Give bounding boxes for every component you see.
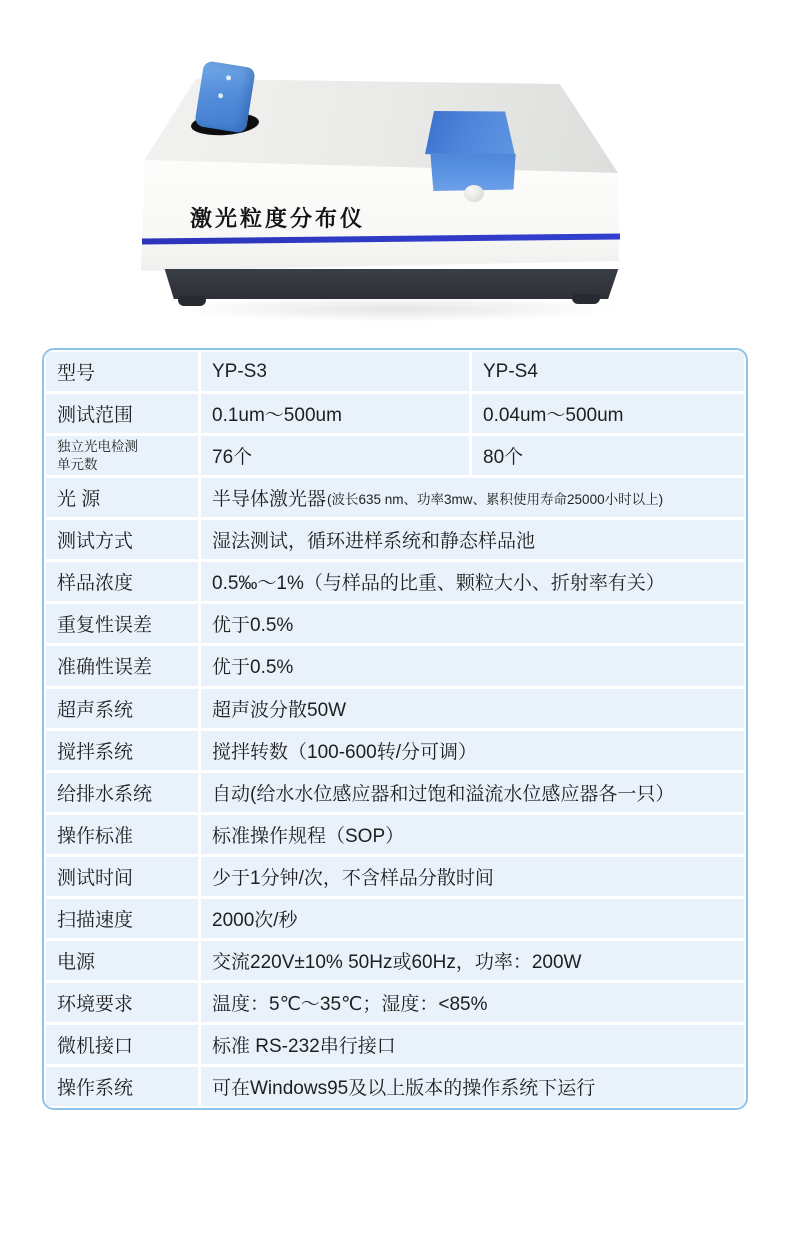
table-row-repeatability	[46, 604, 744, 643]
table-row-test-time	[46, 857, 744, 896]
spec-label: 独立光电检测单元数	[46, 436, 198, 475]
table-row-sample-concentration	[46, 562, 744, 601]
cap-dot-icon	[218, 93, 224, 99]
spec-value-s3: 0.1um～500um	[201, 394, 469, 433]
cap-dot-icon	[226, 75, 232, 81]
spec-value-s4: YP-S4	[472, 352, 744, 391]
light-source-main: 半导体激光器	[212, 489, 327, 511]
table-row-operation-standard	[46, 815, 744, 854]
table-row-power	[46, 941, 744, 980]
spec-value-s3: YP-S3	[201, 352, 469, 391]
spec-label: 准确性误差	[46, 646, 198, 685]
table-row-water-system	[46, 773, 744, 812]
spec-value: 自动(给水水位感应器和过饱和溢流水位感应器各一只）	[201, 773, 744, 812]
spec-value-s3: 76个	[201, 436, 469, 475]
spec-label: 重复性误差	[46, 604, 198, 643]
device-foot-right	[572, 294, 600, 304]
spec-value	[201, 478, 744, 517]
spec-label: 环境要求	[46, 983, 198, 1022]
table-row-accuracy	[46, 646, 744, 685]
table-row-scan-speed	[46, 899, 744, 938]
spec-value: 交流220V±10% 50Hz或60Hz，功率：200W	[201, 941, 744, 980]
spec-label: 操作标准	[46, 815, 198, 854]
table-row-stirring	[46, 731, 744, 770]
spec-value: 优于0.5%	[201, 646, 744, 685]
spec-value: 标准 RS-232串行接口	[201, 1025, 744, 1064]
device-foot-left	[178, 296, 206, 306]
table-row-pc-interface	[46, 1025, 744, 1064]
table-row-light-source	[46, 478, 744, 517]
spec-value: 搅拌转数（100-600转/分可调）	[201, 731, 744, 770]
spec-label: 搅拌系统	[46, 731, 198, 770]
spec-label: 型号	[46, 352, 198, 391]
device-blue-panel-top	[425, 111, 515, 155]
spec-value: 0.5‰～1%（与样品的比重、颗粒大小、折射率有关）	[201, 562, 744, 601]
spec-value: 超声波分散50W	[201, 689, 744, 728]
product-photo	[0, 0, 790, 340]
device-name-label: 激光粒度分布仪	[190, 206, 366, 231]
spec-label: 样品浓度	[46, 562, 198, 601]
device-shadow	[170, 296, 622, 322]
spec-label: 微机接口	[46, 1025, 198, 1064]
spec-value: 可在Windows95及以上版本的操作系统下运行	[201, 1067, 744, 1106]
table-row-ultrasonic	[46, 689, 744, 728]
spec-label: 测试时间	[46, 857, 198, 896]
spec-value: 少于1分钟/次，不含样品分散时间	[201, 857, 744, 896]
device-indicator-button	[464, 185, 484, 202]
spec-label: 测试方式	[46, 520, 198, 559]
spec-label: 扫描速度	[46, 899, 198, 938]
spec-value: 优于0.5%	[201, 604, 744, 643]
spec-value: 标准操作规程（SOP）	[201, 815, 744, 854]
spec-value: 湿法测试，循环进样系统和静态样品池	[201, 520, 744, 559]
table-row-detectors	[46, 436, 744, 475]
light-source-note: (波长635 nm、功率3mw、累积使用寿命25000小时以上)	[327, 491, 664, 507]
spec-label: 给排水系统	[46, 773, 198, 812]
table-row-model	[46, 352, 744, 391]
spec-table	[42, 348, 748, 1110]
table-row-environment	[46, 983, 744, 1022]
sample-port-cap	[194, 60, 256, 133]
spec-label: 测试范围	[46, 394, 198, 433]
device-base	[160, 269, 622, 299]
spec-label: 电源	[46, 941, 198, 980]
spec-value-s4: 0.04um～500um	[472, 394, 744, 433]
spec-value-s4: 80个	[472, 436, 744, 475]
spec-label: 操作系统	[46, 1067, 198, 1106]
table-row-test-method	[46, 520, 744, 559]
spec-value: 2000次/秒	[201, 899, 744, 938]
table-row-os	[46, 1067, 744, 1106]
spec-label: 光 源	[46, 478, 198, 517]
spec-value: 温度：5℃～35℃；湿度：<85%	[201, 983, 744, 1022]
spec-label: 超声系统	[46, 689, 198, 728]
table-row-range	[46, 394, 744, 433]
